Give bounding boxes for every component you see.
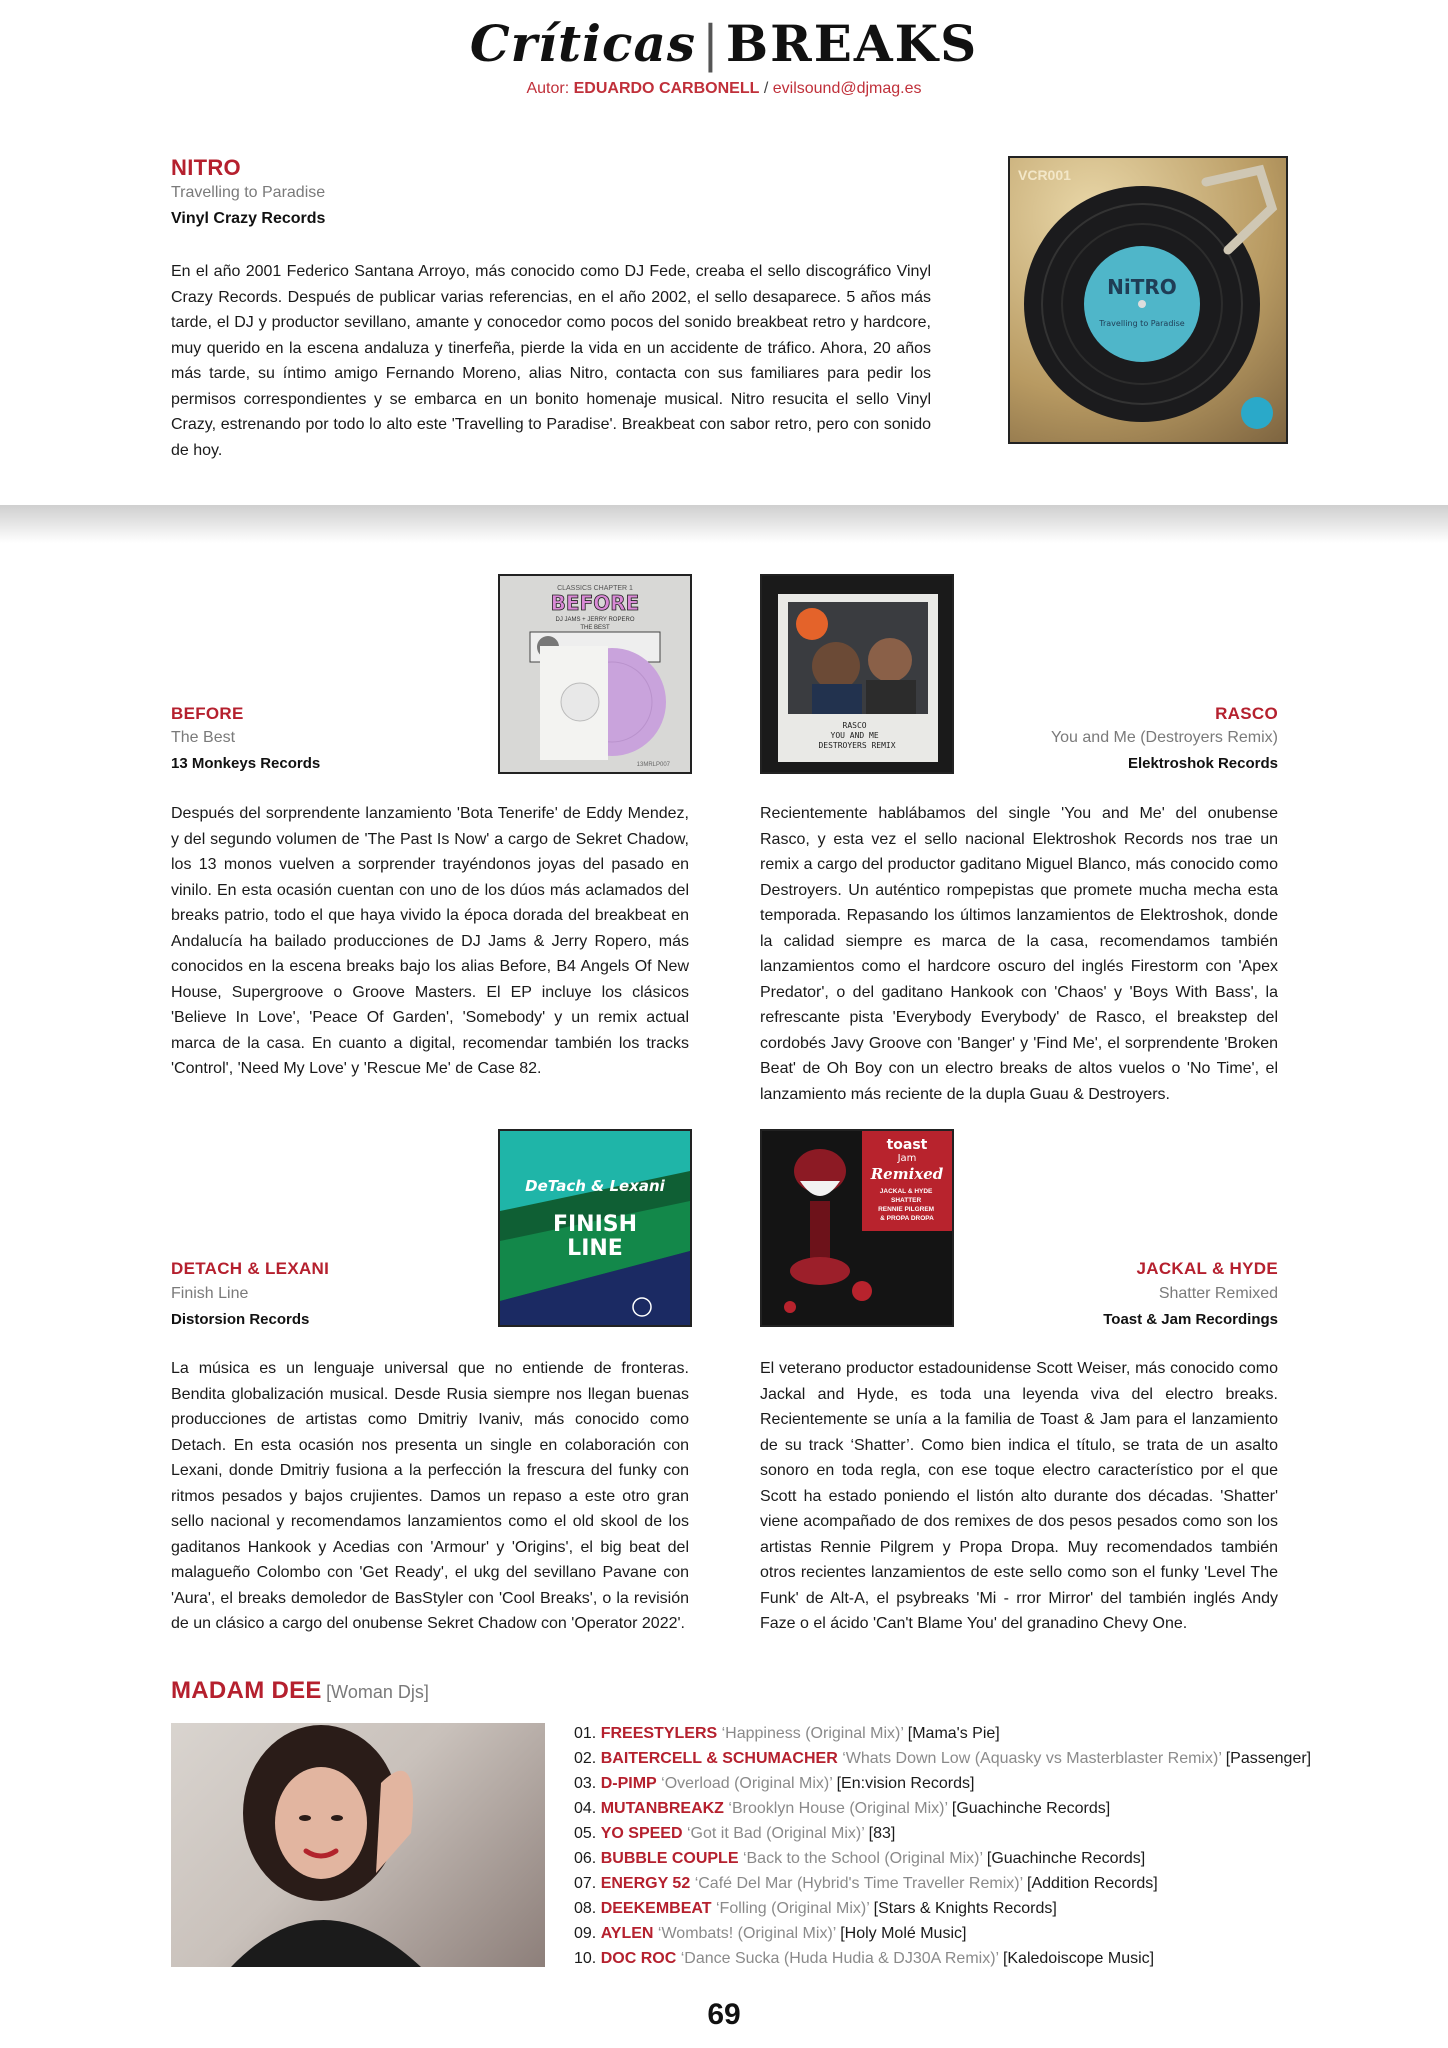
page-number: 69	[707, 1998, 741, 2031]
album-cover-before	[498, 574, 692, 774]
review-artist-detach: DETACH & LEXANI	[171, 1259, 330, 1278]
dj-chart-heading	[171, 1677, 429, 1705]
track-item: 02. BAITERCELL & SCHUMACHER ‘Whats Down Low (Aquasky vs Masterblaster Remix)’ [Passenger]	[574, 1750, 1312, 1767]
cover-artists-text: DJ JAMS + JERRY ROPERO	[555, 617, 635, 623]
cover-remixed-text: Remixed	[870, 1165, 944, 1183]
album-cover-nitro	[1008, 156, 1288, 444]
cover-logo-top: toast	[886, 1137, 928, 1153]
review-title-detach: Finish Line	[171, 1285, 249, 1302]
review-label-jackal: Toast & Jam Recordings	[1103, 1311, 1278, 1328]
author-email[interactable]: evilsound@djmag.es	[772, 80, 922, 97]
cover-caption: RASCO YOU AND ME DESTROYERS REMIX	[818, 721, 896, 750]
track-item: 10. DOC ROC ‘Dance Sucka (Huda Hudia & DJ30A Remix)’ [Kaledoiscope Music]	[574, 1950, 1155, 1967]
cover-title-line2: LINE	[567, 1236, 623, 1261]
cover-release-text: THE BEST	[580, 625, 610, 631]
cover-artists-text: DeTach & Lexani	[525, 1177, 665, 1195]
page-header-title	[0, 14, 1448, 74]
review-title-rasco: You and Me (Destroyers Remix)	[1050, 729, 1278, 746]
vinyl-record-image	[1010, 158, 1286, 442]
title-separator: |	[702, 15, 720, 73]
track-item: 08. DEEKEMBEAT ‘Folling (Original Mix)’ [Stars & Knights Records]	[574, 1900, 1057, 1917]
track-item: 09. AYLEN ‘Wombats! (Original Mix)’ [Holy Molé Music]	[574, 1925, 967, 1942]
review-artist-jackal: JACKAL & HYDE	[1136, 1259, 1278, 1278]
review-artist-nitro: NITRO	[171, 155, 241, 180]
dj-photo	[171, 1723, 545, 1967]
track-item: 06. BUBBLE COUPLE ‘Back to the School (Original Mix)’ [Guachinche Records]	[574, 1850, 1146, 1867]
review-title-jackal: Shatter Remixed	[1158, 1285, 1278, 1302]
author-line	[0, 80, 1448, 98]
author-name: EDUARDO CARBONELL	[573, 80, 760, 97]
cover-title-line1: FINISH	[552, 1212, 638, 1237]
track-item: 07. ENERGY 52 ‘Café Del Mar (Hybrid's Time Traveller Remix)’ [Addition Records]	[574, 1875, 1158, 1892]
section-title: Críticas	[469, 14, 697, 73]
cover-disc-title: NiTRO	[1107, 275, 1177, 299]
section-divider	[0, 505, 1448, 543]
track-item: 04. MUTANBREAKZ ‘Brooklyn House (Original Mix)’ [Guachinche Records]	[574, 1800, 1111, 1817]
review-title-before: The Best	[171, 729, 236, 746]
dj-category: [Woman Djs]	[326, 1682, 429, 1702]
section-subtitle: BREAKS	[725, 14, 979, 73]
review-label-nitro: Vinyl Crazy Records	[171, 210, 326, 227]
cover-artist-text: BEFORE	[550, 591, 640, 615]
author-slash: /	[763, 80, 769, 97]
review-label-before: 13 Monkeys Records	[171, 755, 321, 772]
review-body-before: Después del sorprendente lanzamiento 'Bota Tenerife' de Eddy Mendez, y del segundo volumen de 'The Past Is Now' a cargo de Sekret Chadow, los 13 monos vuelven a sorprender trayéndonos joyas del pasado en vinilo. En esta ocasión cuentan con uno de los dúos más aclamados del breaks patrio, todo el que haya vivido la época dorada del breakbeat en Andalucía ha bailado producciones de DJ Jams & Jerry Ropero, más conocidos en la escena breaks bajo los alias Before, B4 Angels Of New House, Supergroove o Groove Masters. El EP incluye los clásicos 'Believe In Love', 'Peace Of Garden', 'Somebody' y un remix actual marca de la casa. En cuanto a digital, recomendar también los tracks 'Control', 'Need My Love' y 'Rescue Me' de Case 82.	[171, 805, 689, 1077]
review-label-detach: Distorsion Records	[171, 1311, 310, 1328]
cover-top-text: CLASSICS CHAPTER 1	[557, 585, 633, 592]
author-prefix: Autor:	[526, 80, 570, 97]
track-item: 01. FREESTYLERS ‘Happiness (Original Mix)’ [Mama's Pie]	[574, 1725, 1000, 1742]
cover-catalog-text: 13MRLP007	[636, 762, 670, 768]
review-artist-before: BEFORE	[171, 704, 244, 723]
review-body-detach: La música es un lenguaje universal que no entiende de fronteras. Bendita globalización musical. Desde Rusia siempre nos llegan buenas producciones de artistas como Dmitriy Ivaniv, más conocido como Detach. En esta ocasión nos presenta un single en colaboración con Lexani, donde Dmitriy fusiona a la perfección la frescura del funky con ritmos pesados y bajos crujientes. Damos un repaso a este otro gran sello nacional y recomendamos lanzamientos como el old skool de los gaditanos Hankook y Acedias con 'Armour' y 'Origins', el big beat del malagueño Colombo con 'Get Ready', el ukg del sevillano Pavane con 'Aura', el breaks demoledor de BasStyler con 'Cool Breaks', o la revisión de un clásico a cargo del onubense Sekret Chadow con 'Operator 2022'.	[171, 1360, 689, 1632]
dj-name: MADAM DEE	[171, 1677, 322, 1704]
review-body-rasco: Recientemente hablábamos del single 'You and Me' del onubense Rasco, y esta vez el sello nacional Elektroshok Records nos trae un remix a cargo del productor gaditano Miguel Blanco, más conocido como Destroyers. Un auténtico rompepistas que promete mucha mecha esta temporada. Repasando los últimos lanzamientos de Elektroshok, donde la calidad siempre es marca de la casa, recomendamos también lanzamientos como el hardcore oscuro del inglés Firestorm con 'Apex Predator', o del gaditano Hankook con 'Chaos' y 'Boys With Bass', la refrescante pista 'Everybody Everybody' de Rasco, el breakstep del cordobés Javy Groove con 'Banger' y 'Find Me', el sorprendente 'Broken Beat' de Oh Boy con un electro breaks de altos vuelos o 'No Time', el lanzamiento más reciente de la dupla Guau & Destroyers.	[760, 805, 1278, 1103]
review-body-jackal: El veterano productor estadounidense Scott Weiser, más conocido como Jackal and Hyde, es toda una leyenda viva del electro breaks. Recientemente se unía a la familia de Toast & Jam para el lanzamiento de su track ‘Shatter’. Como bien indica el título, se trata de un asalto sonoro en toda regla, con ese toque electro característico por el que Scott ha estado poniendo el listón alto durante dos décadas. 'Shatter' viene acompañado de dos remixes de dos pesos pesados como son los artistas Rennie Pilgrem y Propa Dropa. Muy recomendados también otros recientes lanzamientos de este sello como son el funky 'Level The Funk' de Alt-A, el psybreaks 'Mi - rror Mirror' del también inglés Andy Faze o el ácido 'Can't Blame You' del granadino Chevy One.	[760, 1360, 1278, 1632]
review-label-rasco: Elektroshok Records	[1127, 755, 1278, 772]
track-item: 03. D-PIMP ‘Overload (Original Mix)’ [En:vision Records]	[574, 1775, 975, 1792]
review-title-nitro: Travelling to Paradise	[171, 184, 326, 201]
album-cover-detach	[498, 1129, 692, 1327]
review-artist-rasco: RASCO	[1215, 704, 1278, 723]
track-item: 05. YO SPEED ‘Got it Bad (Original Mix)’ [83]	[574, 1825, 896, 1842]
cover-code-text: VCR001	[1018, 167, 1071, 183]
track-list	[574, 1721, 1311, 1971]
review-body-nitro: En el año 2001 Federico Santana Arroyo, más conocido como DJ Fede, creaba el sello discográfico Vinyl Crazy Records. Después de publicar varias referencias, en el año 2002, el sello desaparece. 5 años más tarde, el DJ y productor sevillano, amante y conocedor como pocos del sonido breakbeat retro y hardcore, muy querido en la escena andaluza y tinerfeña, pierde la vida en un accidente de tráfico. Ahora, 20 años más tarde, su íntimo amigo Fernando Moreno, alias Nitro, contacta con sus familiares para pedir los permisos correspondientes y se embarca en un bonito homenaje musical. Nitro resucita el sello Vinyl Crazy, estrenando por todo lo alto este 'Travelling to Paradise'. Breakbeat con sabor retro, pero con sonido de hoy.	[171, 263, 931, 459]
cover-credits: JACKAL & HYDE SHATTER RENNIE PILGREM & PROPA DROPA	[878, 1188, 935, 1222]
cover-disc-subtitle: Travelling to Paradise	[1099, 319, 1185, 328]
cover-logo-bottom: Jam	[897, 1153, 917, 1164]
